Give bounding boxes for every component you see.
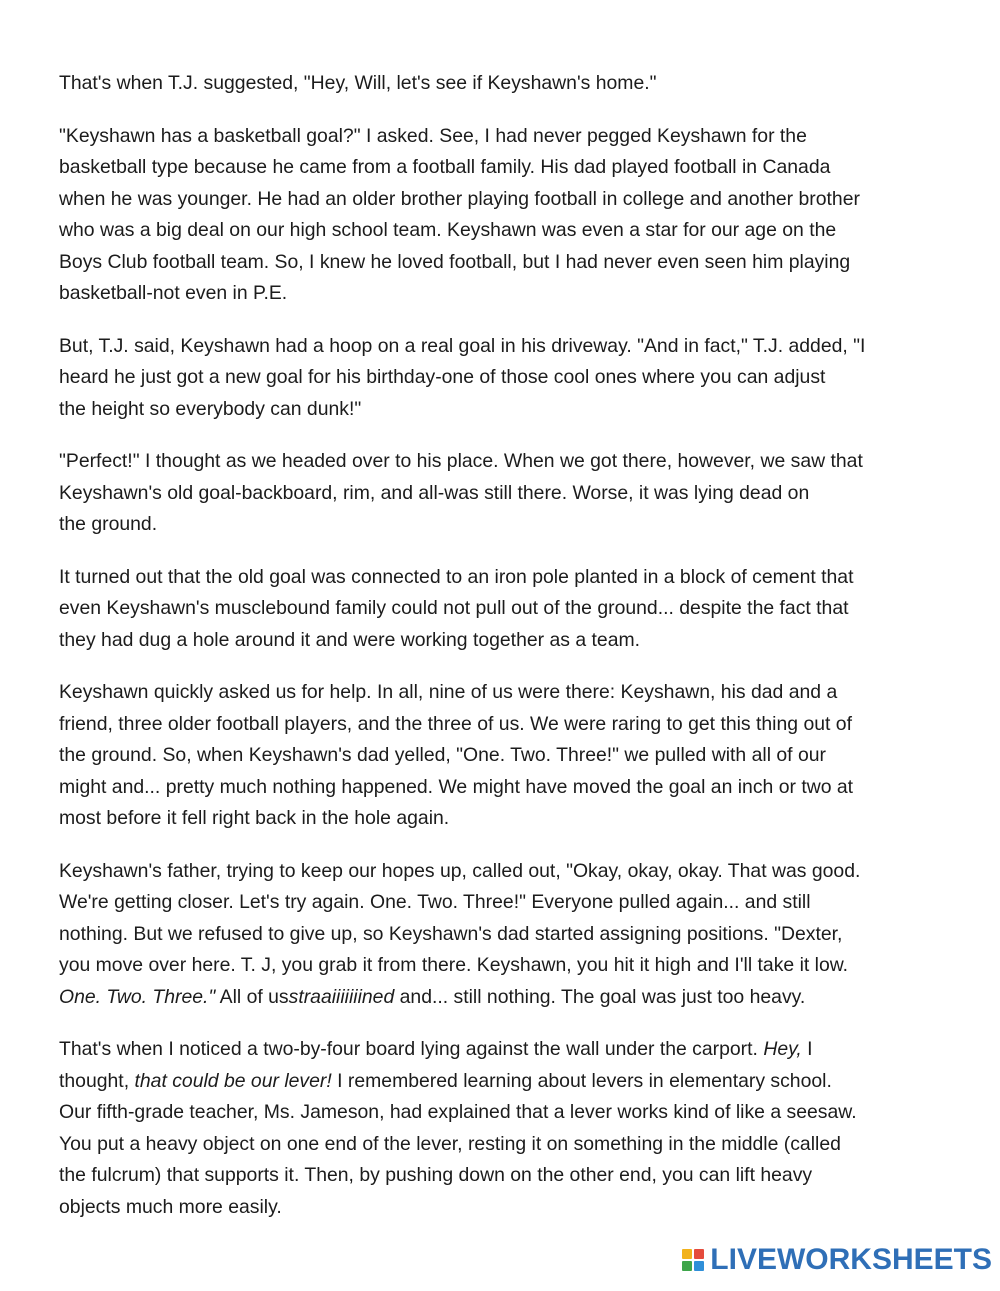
text-segment: Keyshawn's father, trying to keep our hopes up, called out, "Okay, okay, okay. That was good. We're getting closer. Let's try again. One. Two. Three!" Everyone pulled again... and still nothing. But we refused to give up, so Keyshawn's dad started assigning positions. "Dexter, you move over here. T. J, you grab it from there. Keyshawn, you hit it high and I'll take it low. [59, 859, 861, 976]
story-paragraph [59, 121, 959, 310]
text-segment: But, T.J. said, Keyshawn had a hoop on a real goal in his driveway. "And in fact," T.J. added, "I heard he just got a new goal for his birthday-one of those cool ones where you can adjust the height so everybody can dunk!" [59, 334, 866, 420]
italic-text: Hey, [763, 1038, 802, 1060]
logo-block [682, 1261, 692, 1271]
italic-text: straaiiiiiiined [288, 985, 395, 1008]
italic-text: that could be our lever! [134, 1069, 332, 1092]
logo-block [694, 1249, 704, 1259]
text-segment: It turned out that the old goal was connected to an iron pole planted in a block of cement that even Keyshawn's musclebound family could not pull out of the ground... despite the fact that they had dug a hole around it and were working together as a team. [59, 565, 854, 651]
text-segment: Keyshawn quickly asked us for help. In all, nine of us were there: Keyshawn, his dad and a friend, three older football players, and the three of us. We were raring to get this thing out of the ground. So, when Keyshawn's dad yelled, "One. Two. Three!" we pulled with all of our might and... pretty much nothing happened. We might have moved the goal an inch or two at most before it fell right back in the hole again. [59, 681, 854, 829]
logo-block [694, 1261, 704, 1271]
text-segment: I thought, [59, 1038, 813, 1092]
text-segment: That's when T.J. suggested, "Hey, Will, let's see if Keyshawn's home." [59, 72, 657, 94]
story-paragraph [59, 1034, 959, 1223]
text-segment: "Perfect!" I thought as we headed over to his place. When we got there, however, we saw that Keyshawn's old goal-backboard, rim, and all-was still there. Worse, it was lying dead on the ground. [59, 450, 863, 535]
worksheet-page [59, 68, 959, 1244]
text-segment: and... still nothing. The goal was just too heavy. [394, 985, 806, 1008]
logo-text: LIVEWORKSHEETS [710, 1243, 992, 1276]
story-paragraph [59, 562, 959, 657]
story-paragraph [59, 856, 959, 1014]
text-segment: That's when I noticed a two-by-four board lying against the wall under the carport. [59, 1038, 764, 1060]
story-paragraph [59, 446, 959, 541]
logo-block [682, 1249, 692, 1259]
story-text [59, 68, 959, 1223]
text-segment: All of us [215, 985, 289, 1008]
italic-text: One. Two. Three." [59, 985, 216, 1008]
text-segment: I remembered learning about levers in elementary school. Our fifth-grade teacher, Ms. Jameson, had explained that a lever works kind of like a seesaw. You put a heavy object on one end of the lever, resting it on something in the middle (called the fulcrum) that supports it. Then, by pushing down on the other end, you can lift heavy objects much more easily. [59, 1069, 857, 1218]
liveworksheets-logo [682, 1245, 992, 1275]
text-segment: "Keyshawn has a basketball goal?" I asked. See, I had never pegged Keyshawn for the basketball type because he came from a football family. His dad played football in Canada when he was younger. He had an older brother playing football in college and another brother who was a big deal on our high school team. Keyshawn was even a star for our age on the Boys Club football team. So, I knew he loved football, but I had never even seen him playing basketball-not even in P.E. [59, 124, 860, 304]
story-paragraph [59, 68, 959, 100]
logo-blocks-icon [682, 1249, 704, 1271]
story-paragraph [59, 331, 959, 426]
story-paragraph [59, 677, 959, 835]
